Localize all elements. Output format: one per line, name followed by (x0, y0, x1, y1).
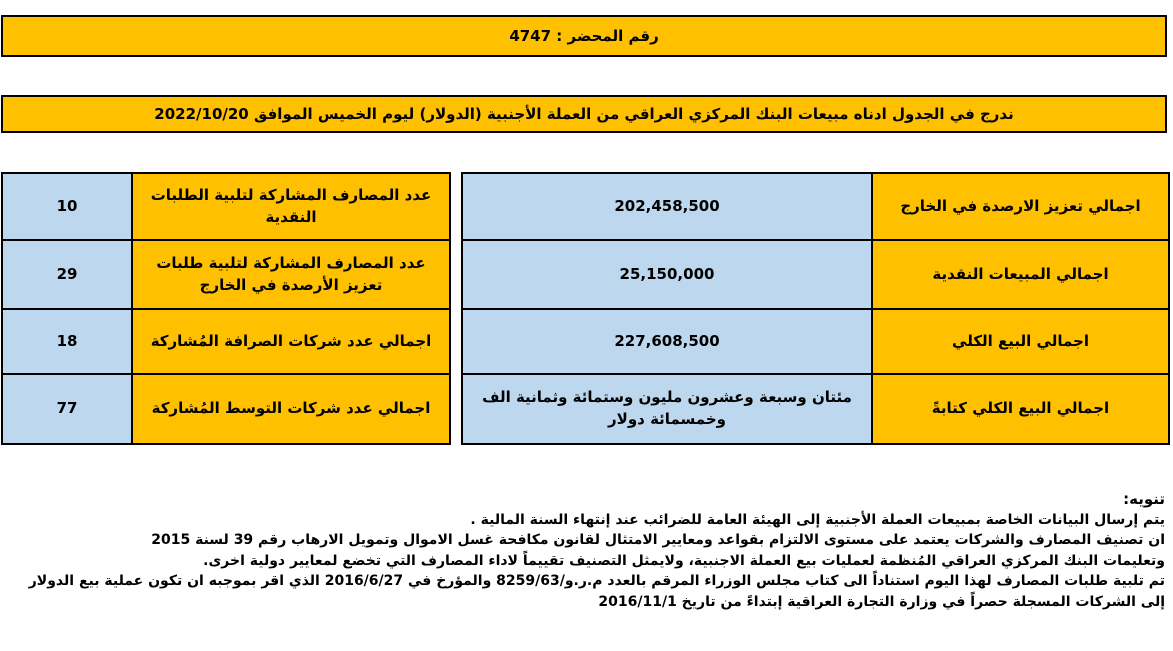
table-row (462, 240, 1169, 309)
total-sales-in-words-label: اجمالي البيع الكلي كتابةً (872, 374, 1169, 444)
total-sales-label: اجمالي البيع الكلي (872, 309, 1169, 374)
cash-banks-count-label: عدد المصارف المشاركة لتلبية الطلبات النقدية (132, 173, 450, 240)
brokerage-companies-count-value: 77 (2, 374, 132, 444)
exchange-companies-count-label: اجمالي عدد شركات الصرافة المُشاركة (132, 309, 450, 374)
notice-line-classification: ان تصنيف المصارف والشركات يعتمد على مستوى الالتزام بقواعد ومعايير الامتثال لقانون مكافحة غسل الاموال وتمويل الارهاب رقم 39 لسنة 2015 (151, 532, 1165, 548)
transfers-abroad-label: اجمالي تعزيز الارصدة في الخارج (872, 173, 1169, 240)
table-row (2, 173, 450, 240)
notice-section (25, 489, 1165, 612)
table-row (2, 240, 450, 309)
notice-line-tax-authority: يتم إرسال البيانات الخاصة بمبيعات العملة الأجنبية إلى الهيئة العامة للضرائب عند إنتهاء السنة المالية . (470, 511, 1165, 528)
cash-banks-count-value: 10 (2, 173, 132, 240)
exchange-companies-count-value: 18 (2, 309, 132, 374)
table-row (2, 374, 450, 444)
sales-headline-banner (1, 95, 1167, 133)
sales-headline-text: ندرج في الجدول ادناه مبيعات البنك المركزي العراقي من العملة الأجنبية (الدولار) ليوم الخميس الموافق 2022/10/20 (154, 105, 1014, 123)
notice-line-cabinet-letter: تم تلبية طلبات المصارف لهذا اليوم استناداً الى كتاب مجلس الوزراء المرقم بالعدد م.ر.و/8259/63 والمؤرخ في 2016/6/27 الذي اقر بموجبه ان تكون عملية بيع الدولار (28, 573, 1165, 589)
notice-title: تنويه: (1123, 490, 1165, 508)
table-row (462, 173, 1169, 240)
participants-counts-table (1, 172, 451, 445)
cash-sales-label: اجمالي المبيعات النقدية (872, 240, 1169, 309)
brokerage-companies-count-label: اجمالي عدد شركات التوسط المُشاركة (132, 374, 450, 444)
total-sales-in-words-value: مئتان وسبعة وعشرون مليون وستمائة وثمانية الف وخمسمائة دولار (462, 374, 872, 444)
cash-sales-value: 25,150,000 (462, 240, 872, 309)
transfer-banks-count-value: 29 (2, 240, 132, 309)
total-sales-value: 227,608,500 (462, 309, 872, 374)
notice-line-registered-companies: إلى الشركات المسجلة حصراً في وزارة التجارة العراقية إبتداءً من تاريخ 2016/11/1 (598, 593, 1165, 610)
table-row (462, 374, 1169, 444)
record-number-text: رقم المحضر : 4747 (509, 27, 659, 45)
table-row (2, 309, 450, 374)
notice-line-regulations: وتعليمات البنك المركزي العراقي المُنظمة لعمليات بيع العملة الاجنبية، ولايمثل التصنيف تقييماً لاداء المصارف التي تخضع لمعايير دولية اخرى. (203, 552, 1165, 569)
transfer-banks-count-label: عدد المصارف المشاركة لتلبية طلبات تعزيز الأرصدة في الخارج (132, 240, 450, 309)
record-number-banner (1, 15, 1167, 57)
transfers-abroad-value: 202,458,500 (462, 173, 872, 240)
table-row (462, 309, 1169, 374)
sales-totals-table (461, 172, 1170, 445)
